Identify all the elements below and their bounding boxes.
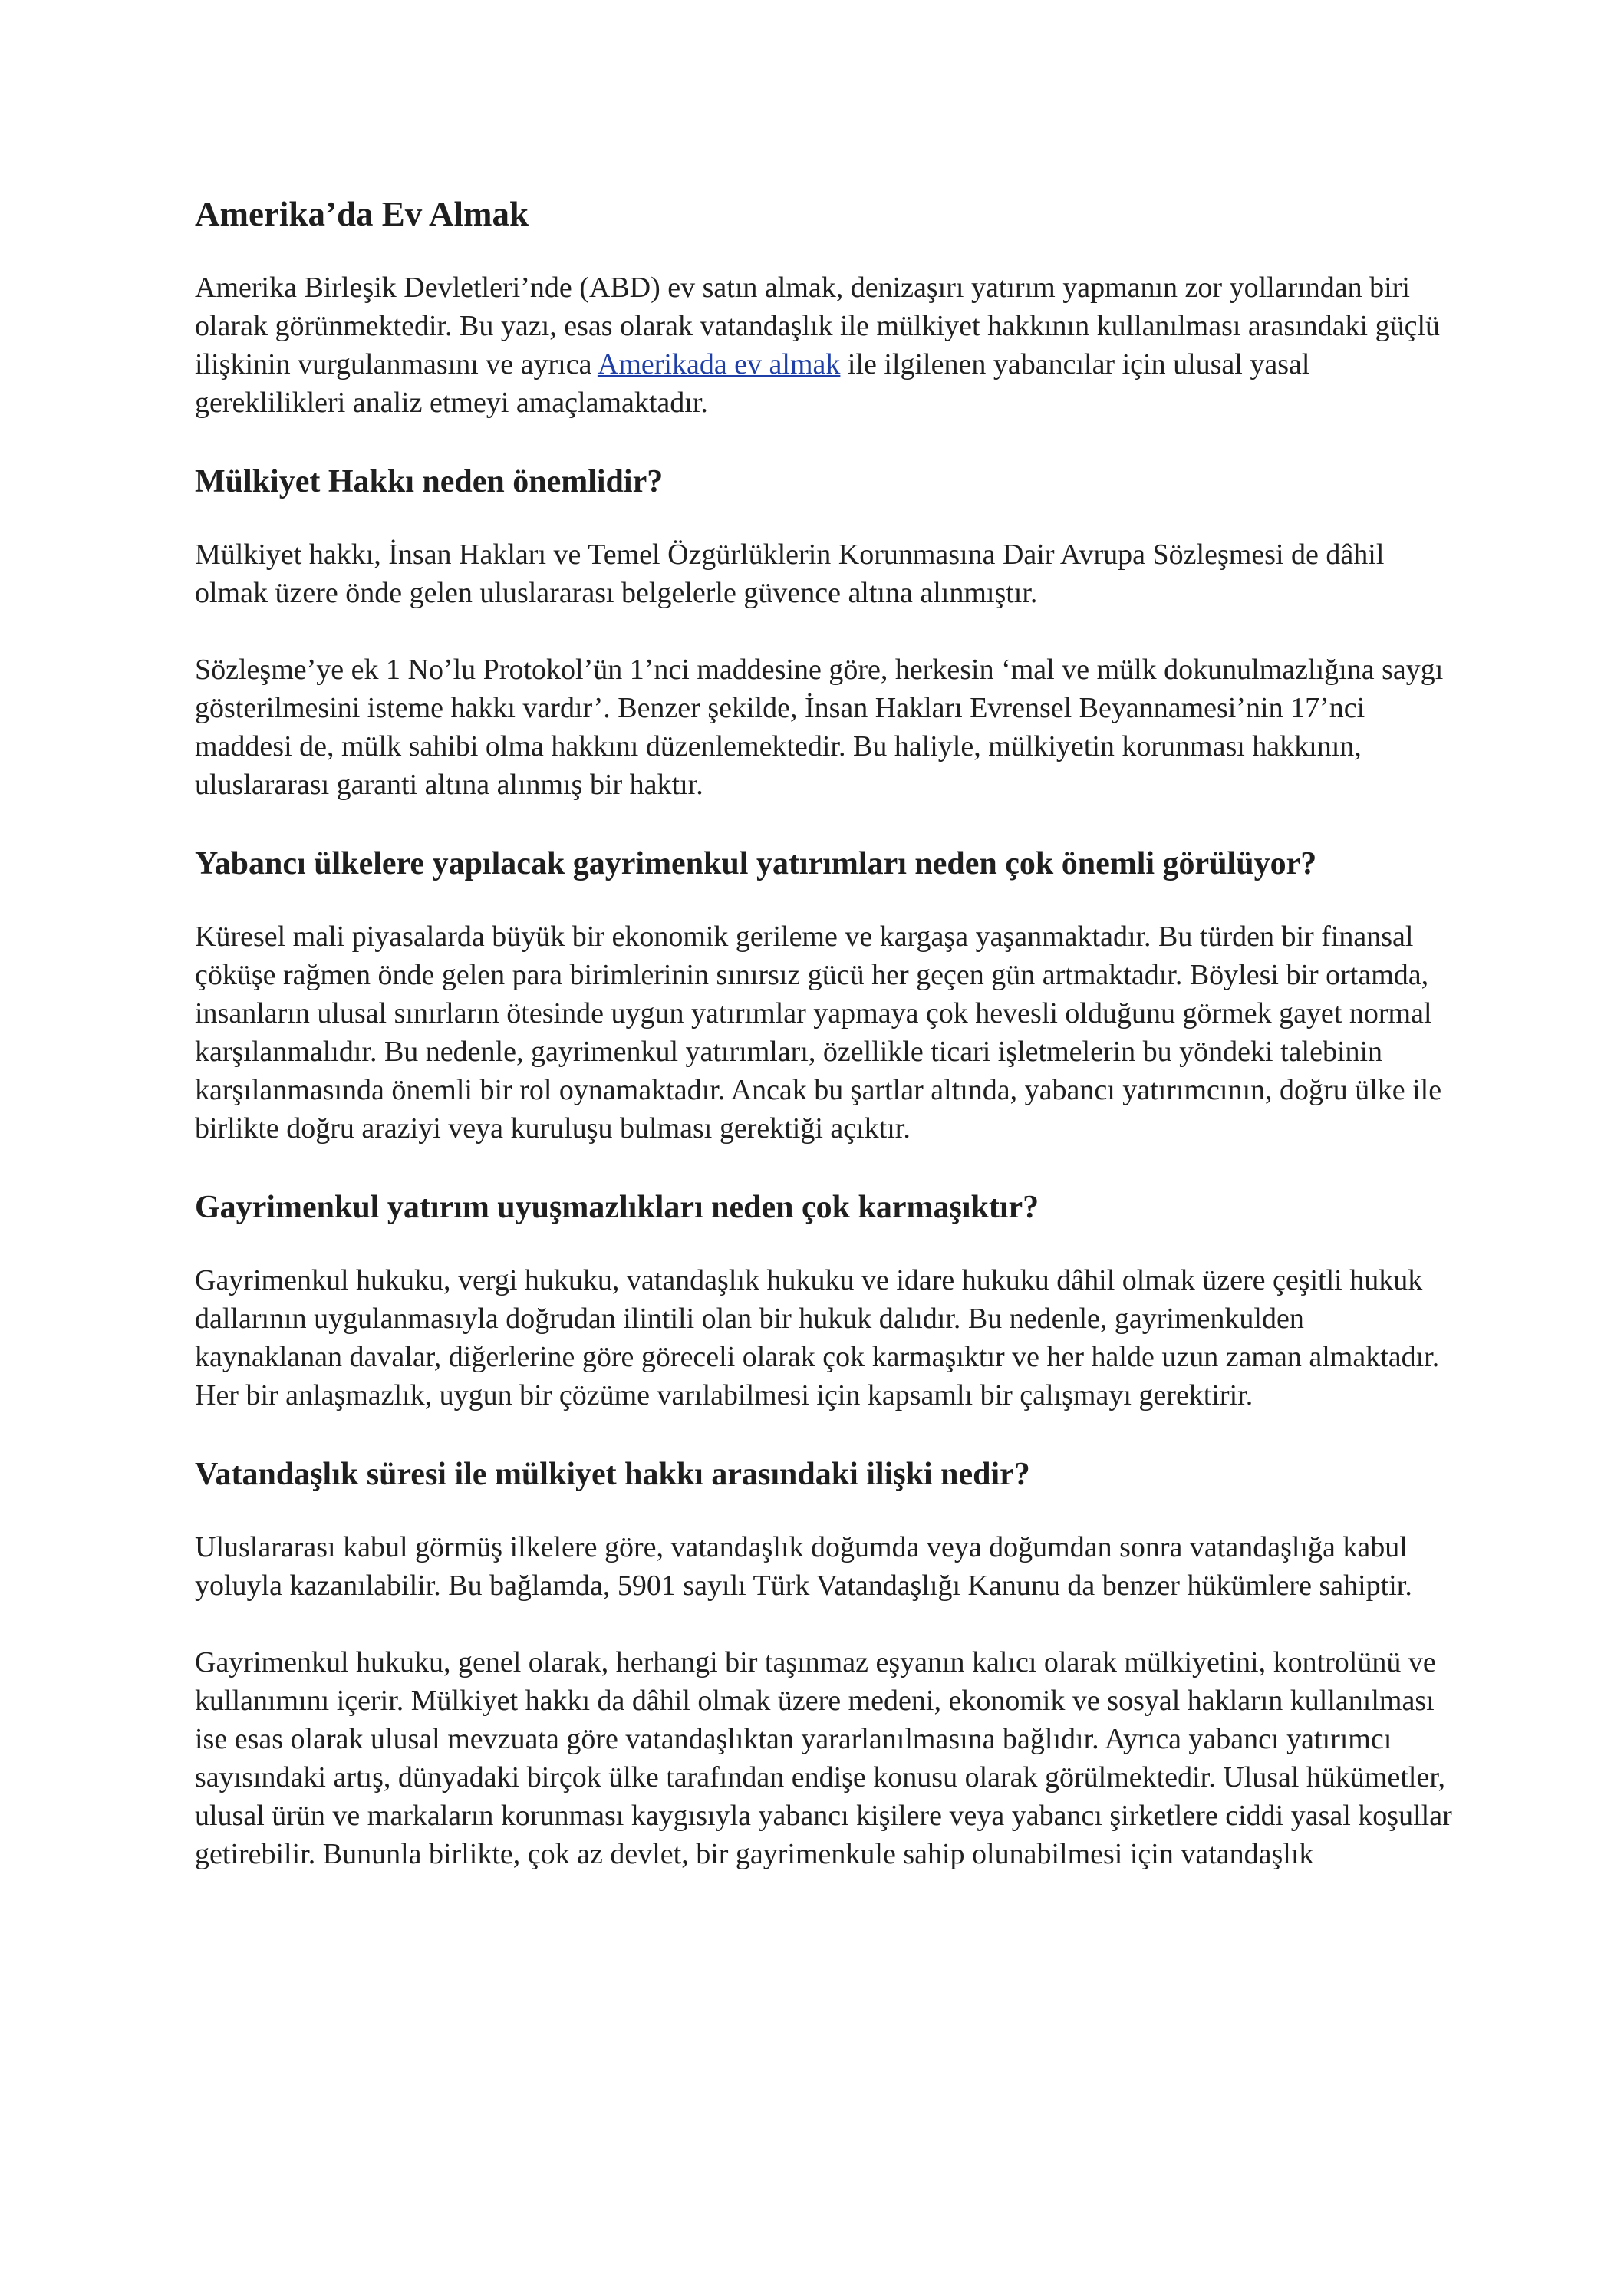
intro-text-start: Amerika Birleşik Devletleri’nde (ABD) ev satın almak, denizaşırı yatırım yapmanın zor yollarından biri olarak görünmektedir. Bu yazı, esas olarak vatandaşlık ile mülkiyet hakkının kullanılması arasındaki güçlü ilişkinin vurgulanmasını ve ayrıca (195, 272, 1441, 380)
paragraph-mulkiyet-hakki-1: Mülkiyet hakkı, İnsan Hakları ve Temel Özgürlüklerin Korunmasına Dair Avrupa Sözleşmesi de dâhil olmak üzere önde gelen uluslararası belgelerle güvence altına alınmıştır. (195, 539, 1385, 609)
paragraph-vatandaslik-1: Uluslararası kabul görmüş ilkelere göre, vatandaşlık doğumda veya doğumdan sonra vatandaşlığa kabul yoluyla kazanılabilir. Bu bağlamda, 5901 sayılı Türk Vatandaşlığı Kanunu da benzer hükümlere sahiptir. (195, 1531, 1412, 1602)
paragraph-vatandaslik-2: Gayrimenkul hukuku, genel olarak, herhangi bir taşınmaz eşyanın kalıcı olarak mülkiyetini, kontrolünü ve kullanımını içerir. Mülkiyet hakkı da dâhil olmak üzere medeni, ekonomik ve sosyal hakların kullanılması ise esas olarak ulusal mevzuata göre vatandaşlıktan yararlanılmasına bağlıdır. Ayrıca yabancı yatırımcı sayısındaki artış, dünyadaki birçok ülke tarafından endişe konusu olarak görülmektedir. Ulusal hükümetler, ulusal ürün ve markaların korunması kaygısıyla yabancı kişilere veya yabancı şirketlere ciddi yasal koşullar getirebilir. Bununla birlikte, çok az devlet, bir gayrimenkule sahip olunabilmesi için vatandaşlık (195, 1646, 1452, 1870)
paragraph-uyusmazliklar-1: Gayrimenkul hukuku, vergi hukuku, vatandaşlık hukuku ve idare hukuku dâhil olmak üzere çeşitli hukuk dallarının uygulanmasıyla doğrudan ilintili olan bir hukuk dalıdır. Bu nedenle, gayrimenkulden kaynaklanan davalar, diğerlerine göre göreceli olarak çok karmaşıktır ve her halde uzun zaman almaktadır. Her bir anlaşmazlık, uygun bir çözüme varılabilmesi için kapsamlı bir çalışmayı gerektirir. (195, 1264, 1440, 1412)
paragraph-yabanci-yatirimlar-1: Küresel mali piyasalarda büyük bir ekonomik gerileme ve kargaşa yaşanmaktadır. Bu türden bir finansal çöküşe rağmen önde gelen para birimlerinin sınırsız gücü her geçen gün artmaktadır. Böylesi bir ortamda, insanların ulusal sınırların ötesinde uygun yatırımlar yapmaya çok hevesli olduğunu görmek gayet normal karşılanmalıdır. Bu nedenle, gayrimenkul yatırımları, özellikle ticari işletmelerin bu yöndeki talebinin karşılanmasında önemli bir rol oynamaktadır. Ancak bu şartlar altında, yabancı yatırımcının, doğru ülke ile birlikte doğru araziyi veya kuruluşu bulması gerektiği açıktır. (195, 921, 1442, 1145)
document-title: Amerika’da Ev Almak (195, 195, 529, 233)
intro-paragraph (195, 268, 1453, 422)
document-body (195, 193, 1453, 1873)
section-heading-uyusmazliklar: Gayrimenkul yatırım uyuşmazlıkları neden çok karmaşıktır? (195, 1190, 1039, 1225)
amerikada-ev-almak-link[interactable]: Amerikada ev almak (597, 348, 841, 380)
paragraph-mulkiyet-hakki-2: Sözleşme’ye ek 1 No’lu Protokol’ün 1’nci maddesine göre, herkesin ‘mal ve mülk dokunulmazlığına saygı gösterilmesini isteme hakkı vardır’. Benzer şekilde, İnsan Hakları Evrensel Beyannamesi’nin 17’nci maddesi de, mülk sahibi olma hakkını düzenlemektedir. Bu haliyle, mülkiyetin korunması hakkının, uluslararası garanti altına alınmış bir haktır. (195, 654, 1444, 801)
section-heading-vatandaslik: Vatandaşlık süresi ile mülkiyet hakkı arasındaki ilişki nedir? (195, 1457, 1030, 1492)
section-heading-mulkiyet-hakki: Mülkiyet Hakkı neden önemlidir? (195, 464, 664, 499)
section-heading-yabanci-yatirimlar: Yabancı ülkelere yapılacak gayrimenkul yatırımları neden çok önemli görülüyor? (195, 846, 1317, 881)
intro-text-end: ile ilgilenen yabancılar için ulusal yasal gereklilikleri analiz etmeyi amaçlamaktadır. (195, 348, 1310, 419)
